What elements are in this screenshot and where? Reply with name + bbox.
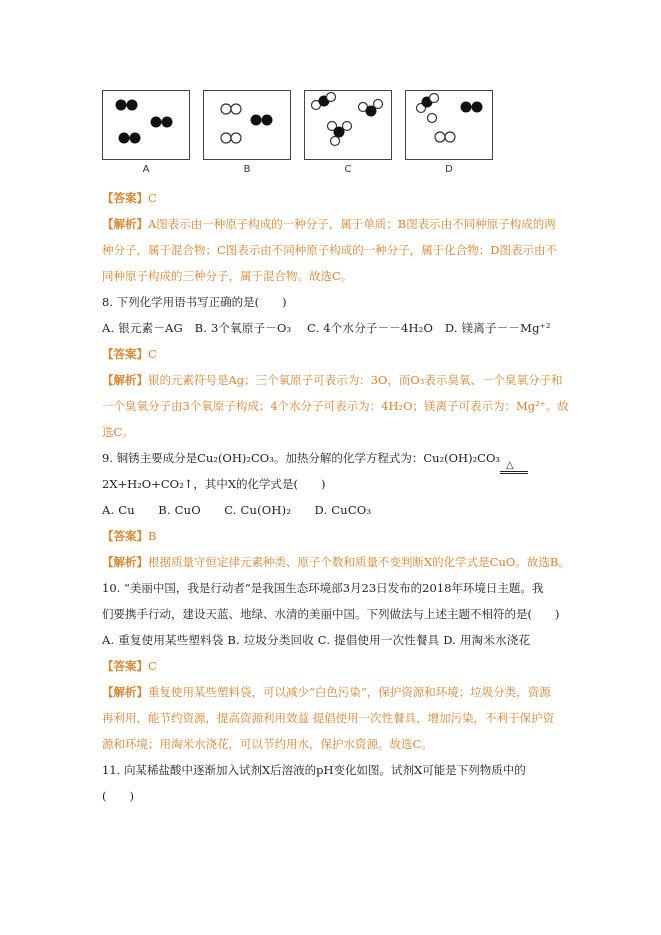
q10-analysis-line-3: 源和环境；用淘米水浇花，可以节约用水，保护水资源。故选C。 [102,737,433,751]
analysis-tag: 【解析】 [102,217,148,231]
analysis-tag: 【解析】 [102,373,148,387]
figure-b-molecules [204,91,292,161]
q10-answer [102,659,562,674]
q11-stem-line-2: ( ) [102,789,134,803]
figure-c-molecules [305,91,393,161]
analysis-text: A图表示由一种原子构成的一种分子，属于单质；B图表示由不同种原子构成的两 [148,217,556,231]
q8-options: A. 银元素－AG B. 3个氧原子－O₃ C. 4个水分子－－4H₂O D. 镁离子－－Mg⁺² [102,321,551,335]
q8-analysis-line-2: 一个臭氧分子由3个氧原子构成；4个水分子可表示为：4H₂O；镁离子可表示为：Mg²⁺。故 [102,399,569,413]
q10-stem-line-1: 10. “美丽中国，我是行动者”是我国生态环境部3月23日发布的2018年环境日主题。我 [102,581,544,595]
figure-a-box [102,90,190,160]
q9-options: A. Cu B. CuO C. Cu(OH)₂ D. CuCO₃ [102,503,372,517]
figure-d-box [405,90,493,160]
q10-stem-line-2: 们要携手行动，建设天蓝、地绿、水清的美丽中国。下列做法与上述主题不相符的是( ) [102,607,560,621]
figure-b-box [203,90,291,160]
answer-value: C [148,347,157,361]
q9-stem-line-1 [102,451,562,471]
q8-answer [102,347,562,362]
figure-d-molecules [406,91,494,161]
analysis-tag: 【解析】 [102,685,148,699]
q8-analysis-line-3: 选C。 [102,425,134,439]
q8-analysis-line-1 [102,373,562,388]
q8-stem: 8. 下列化学用语书写正确的是( ) [102,295,287,309]
q7-analysis-line-3: 同种原子构成的三种分子，属于混合物。故选C。 [102,269,353,283]
q9-analysis-line-1 [102,555,570,570]
q11-stem-line-1: 11. 向某稀盐酸中逐渐加入试剂X后溶液的pH变化如图。试剂X可能是下列物质中的 [102,763,526,777]
q7-answer [102,191,562,206]
answer-value: C [148,659,157,673]
answer-tag: 【答案】 [102,347,148,361]
answer-tag: 【答案】 [102,191,148,205]
analysis-text: 银的元素符号是Ag；三个氧原子可表示为：3O，而O₃表示臭氧、一个臭氧分子和 [148,373,563,387]
figure-d-label: D [445,164,453,175]
analysis-tag: 【解析】 [102,555,148,569]
heat-symbol: △ [506,460,514,471]
figure-a-molecules [103,91,191,161]
q7-analysis-line-2: 种分子，属于混合物；C图表示由不同种原子构成的一种分子，属于化合物；D图表示由不 [102,243,558,257]
molecule-figures [102,90,502,180]
answer-value: C [148,191,157,205]
answer-value: B [148,529,157,543]
figure-b-label: B [243,164,251,175]
analysis-text: 重复使用某些塑料袋，可以减少“白色污染”，保护资源和环境；垃圾分类，资源 [148,685,551,699]
q10-analysis-line-2: 再利用，能节约资源，提高资源利用效益 提倡使用一次性餐具，增加污染，不利于保护资 [102,711,555,725]
figure-a-label: A [142,164,150,175]
q9-answer [102,529,562,544]
analysis-text: 根据质量守恒定律元素种类、原子个数和质量不变判断X的化学式是CuO。故选B。 [148,555,570,569]
answer-tag: 【答案】 [102,529,148,543]
q7-analysis-line-1 [102,217,562,232]
figure-c-box [304,90,392,160]
q10-options: A. 重复使用某些塑料袋 B. 垃圾分类回收 C. 提倡使用一次性餐具 D. 用淘米水浇花 [102,633,531,647]
q9-stem-line-2: 2X+H₂O+CO₂↑，其中X的化学式是( ) [102,477,326,491]
q10-analysis-line-1 [102,685,562,700]
figure-c-label: C [344,164,352,175]
answer-tag: 【答案】 [102,659,148,673]
q9-stem-text: 9. 铜锈主要成分是Cu₂(OH)₂CO₃。加热分解的化学方程式为：Cu₂(OH)₂CO₃ [102,451,501,465]
